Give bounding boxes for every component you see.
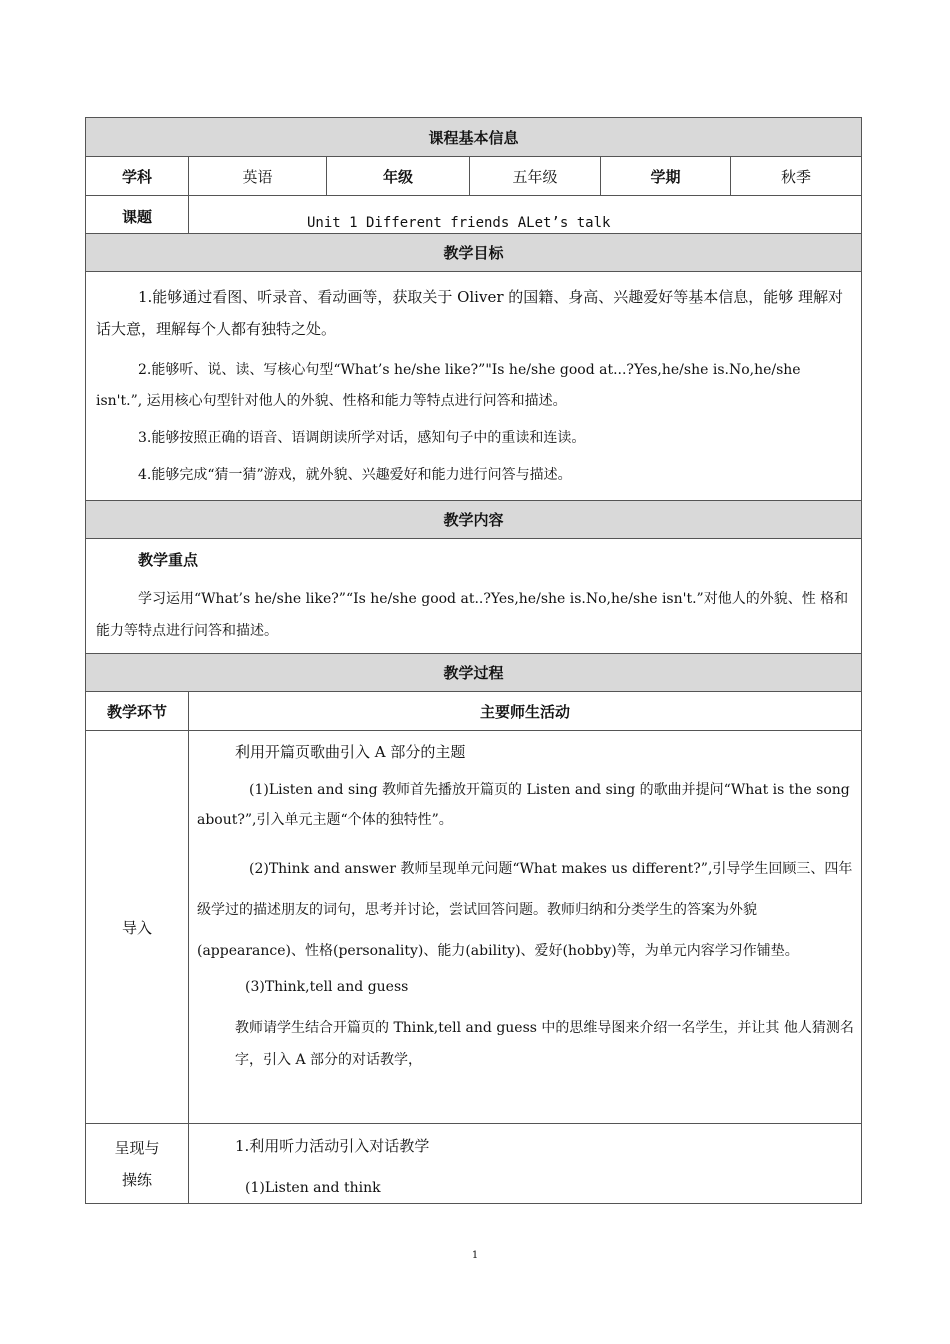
page-number: 1 [471, 1250, 479, 1261]
section-header-objectives: 教学目标 [86, 234, 862, 272]
focus-label: 教学重点 [138, 551, 199, 569]
section-header-basic-info: 课程基本信息 [86, 118, 862, 157]
stage-presentation-activities [189, 1124, 862, 1204]
stage-intro-activities [189, 731, 862, 1124]
stage-name-line: 呈现与 [114, 1139, 160, 1157]
objective-item: 4.能够完成“猜一猜”游戏，就外貌、兴趣爱好和能力进行问答与描述。 [138, 467, 572, 483]
objectives-cell [86, 272, 862, 501]
activity-line: (1)Listen and think [245, 1180, 381, 1196]
term-value: 秋季 [731, 157, 862, 196]
content-cell [86, 539, 862, 654]
column-header-stage: 教学环节 [86, 692, 189, 731]
activity-line: 1.利用听力活动引入对话教学 [235, 1137, 430, 1155]
stage-name-intro: 导入 [86, 731, 189, 1124]
topic-cell [189, 196, 862, 234]
section-header-process: 教学过程 [86, 654, 862, 692]
focus-text: 学习运用“What’s he/she like?”“Is he/she good at..?Yes,he/she is.No,he/she isn't.”对他人的外貌、性 格和能力等特点进行问答和描述。 [96, 591, 849, 639]
activity-line: (1)Listen and sing 教师首先播放开篇页的 Listen and sing 的歌曲并提问“What is the song about?”,引入单元主题“个体的独特性”。 [197, 782, 850, 828]
topic-label: 课题 [86, 196, 189, 234]
subject-value: 英语 [189, 157, 327, 196]
activity-line: (2)Think and answer 教师呈现单元问题“What makes us different?”,引导学生回顾三、四年级学过的描述朋友的词句，思考并讨论，尝试回答问题。教师归纳和分类学生的答案为外貌(appearance)、性格(personality)、能力(ability)、爱好(hobby)等，为单元内容学习作铺垫。 [197, 861, 853, 959]
objective-item: 3.能够按照正确的语音、语调朗读所学对话，感知句子中的重读和连读。 [138, 430, 586, 446]
topic-value: Unit 1 Different friends ALet’s talk [307, 215, 611, 231]
stage-name-presentation [86, 1124, 189, 1204]
activity-line: 教师请学生结合开篇页的 Think,tell and guess 中的思维导图来介绍一名学生，并让其 他人猜测名字，引入 A 部分的对话教学， [235, 1020, 854, 1068]
objective-item: 1.能够通过看图、听录音、看动画等，获取关于 Oliver 的国籍、身高、兴趣爱好等基本信息，能够 理解对话大意，理解每个人都有独特之处。 [96, 288, 844, 338]
stage-name-line: 操练 [121, 1171, 152, 1189]
activity-line: (3)Think,tell and guess [245, 979, 409, 995]
grade-label: 年级 [327, 157, 470, 196]
section-header-content: 教学内容 [86, 501, 862, 539]
objective-item: 2.能够听、说、读、写核心句型“What’s he/she like?”"Is he/she good at...?Yes,he/she is.No,he/she isn't.”, 运用核心句型针对他人的外貌、性格和能力等特点进行问答和描述。 [96, 362, 801, 409]
column-header-activities: 主要师生活动 [189, 692, 862, 731]
subject-label: 学科 [86, 157, 189, 196]
grade-value: 五年级 [470, 157, 601, 196]
activity-line: 利用开篇页歌曲引入 A 部分的主题 [235, 743, 466, 761]
term-label: 学期 [601, 157, 731, 196]
lesson-plan-table [85, 117, 862, 1204]
